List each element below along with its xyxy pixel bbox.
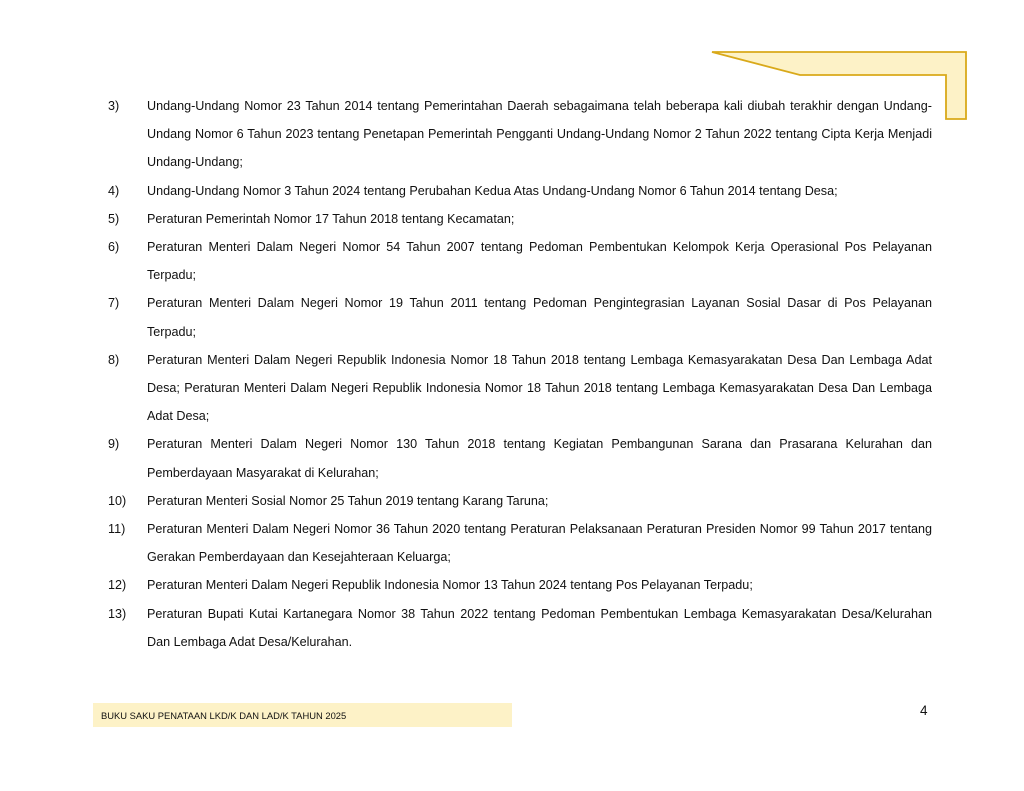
list-item-number: 5) (108, 211, 120, 226)
list-item-number: 4) (108, 183, 120, 198)
list-item-number: 11) (108, 522, 126, 537)
footer-label: BUKU SAKU PENATAAN LKD/K DAN LAD/K TAHUN 2025 (101, 710, 347, 721)
list-item (108, 233, 932, 289)
list-item-number: 7) (108, 296, 120, 311)
list-item-number: 10) (108, 493, 127, 508)
list-item (108, 571, 932, 599)
list-item (108, 289, 932, 345)
list-item-text: Peraturan Menteri Dalam Negeri Nomor 19 Tahun 2011 tentang Pedoman Pengintegrasian Layanan Sosial Dasar di Pos Pelayanan Terpadu; (147, 296, 932, 339)
list-item (108, 205, 932, 233)
list-item-text: Peraturan Menteri Dalam Negeri Republik Indonesia Nomor 13 Tahun 2024 tentang Pos Pelayanan Terpadu; (147, 578, 753, 593)
footer-band (93, 703, 512, 727)
list-item-number: 3) (108, 99, 120, 113)
list-item (108, 177, 932, 205)
list-item-text: Peraturan Menteri Dalam Negeri Nomor 130 Tahun 2018 tentang Kegiatan Pembangunan Sarana dan Prasarana Kelurahan dan Pemberdayaan Masyarakat di Kelurahan; (147, 437, 932, 480)
list-item-text: Peraturan Menteri Dalam Negeri Nomor 36 Tahun 2020 tentang Peraturan Pelaksanaan Peraturan Presiden Nomor 99 Tahun 2017 tentang Gerakan Pemberdayaan dan Kesejahteraan Keluarga; (147, 522, 932, 565)
list-item (108, 487, 932, 515)
page-number: 4 (920, 703, 928, 718)
list-item-text: Peraturan Pemerintah Nomor 17 Tahun 2018 tentang Kecamatan; (147, 211, 515, 226)
list-item (108, 430, 932, 486)
list-item (108, 515, 932, 571)
reference-list (108, 92, 932, 656)
list-item (108, 600, 932, 656)
list-item-text: Peraturan Menteri Dalam Negeri Nomor 54 Tahun 2007 tentang Pedoman Pembentukan Kelompok Kerja Operasional Pos Pelayanan Terpadu; (147, 240, 932, 283)
list-item-text: Undang-Undang Nomor 3 Tahun 2024 tentang Perubahan Kedua Atas Undang-Undang Nomor 6 Tahun 2014 tentang Desa; (147, 183, 838, 198)
list-item (108, 92, 932, 177)
list-item-number: 6) (108, 240, 120, 255)
list-item (108, 346, 932, 431)
list-item-number: 13) (108, 606, 127, 621)
list-item-number: 12) (108, 578, 127, 593)
list-item-number: 8) (108, 352, 120, 367)
list-item-number: 9) (108, 437, 120, 452)
list-item-text: Undang-Undang Nomor 23 Tahun 2014 tentang Pemerintahan Daerah sebagaimana telah beberapa kali diubah terakhir dengan Undang-Undang Nomor 6 Tahun 2023 tentang Penetapan Pemerintah Pengganti Undang-Undang Nomor 2 Tahun 2022 tentang Cipta Kerja Menjadi Undang-Undang; (147, 99, 932, 170)
list-item-text: Peraturan Bupati Kutai Kartanegara Nomor 38 Tahun 2022 tentang Pedoman Pembentukan Lembaga Kemasyarakatan Desa/Kelurahan Dan Lembaga Adat Desa/Kelurahan. (147, 606, 932, 649)
list-item-text: Peraturan Menteri Dalam Negeri Republik Indonesia Nomor 18 Tahun 2018 tentang Lembaga Kemasyarakatan Desa Dan Lembaga Adat Desa; Peraturan Menteri Dalam Negeri Republik Indonesia Nomor 18 Tahun 2018 tentang Lembaga Kemasyarakatan Desa Dan Lembaga Adat Desa; (147, 352, 932, 424)
list-item-text: Peraturan Menteri Sosial Nomor 25 Tahun 2019 tentang Karang Taruna; (147, 493, 549, 508)
